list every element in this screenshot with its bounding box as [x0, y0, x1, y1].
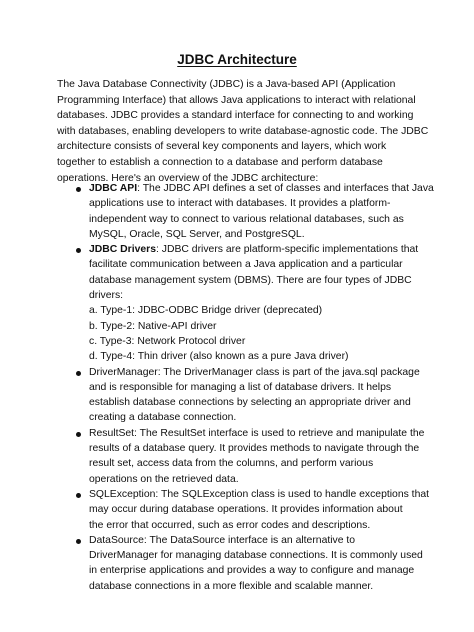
item-term: JDBC API	[89, 183, 138, 194]
item-line: establish database connections by selecting an appropriate driver and	[89, 397, 411, 409]
item-line: independent way to connect to various relational databases, such as	[89, 213, 404, 225]
item-line: operations on the retrieved data.	[89, 473, 239, 485]
intro-paragraph	[57, 77, 427, 186]
item-line: database connections in a more flexible and scalable manner.	[89, 580, 374, 592]
item-line: applications use to interact with databases. It provides a platform-	[89, 198, 391, 210]
item-first-line: DataSource: The DataSource interface is an alternative to	[89, 534, 356, 546]
item-line: result set, access data from the columns, and perform various	[89, 458, 374, 470]
bullet-icon	[76, 187, 81, 192]
item-text: : The JDBC API defines a set of classes and interfaces that Java	[137, 183, 434, 194]
item-first-line: ResultSet: The ResultSet interface is used to retrieve and manipulate the	[89, 427, 425, 439]
item-first-line	[89, 242, 437, 257]
driver-type-line: c. Type-3: Network Protocol driver	[89, 335, 246, 347]
list-item	[57, 181, 437, 242]
item-text: : JDBC drivers are platform-specific implementations that	[156, 244, 419, 256]
item-first-line: DriverManager: The DriverManager class is part of the java.sql package	[89, 366, 420, 378]
item-line: may occur during database operations. It provides information about	[89, 504, 403, 516]
intro-line: The Java Database Connectivity (JDBC) is a Java-based API (Application	[57, 79, 396, 90]
bullet-icon	[76, 539, 81, 544]
list-item	[57, 242, 437, 364]
item-line: creating a database connection.	[89, 412, 237, 424]
item-line: results of a database query. It provides methods to navigate through the	[89, 443, 420, 455]
driver-type-line: d. Type-4: Thin driver (also known as a pure Java driver)	[89, 351, 349, 363]
component-list	[57, 181, 437, 594]
page-title: JDBC Architecture	[177, 52, 297, 67]
item-line: facilitate communication between a Java application and a particular	[89, 259, 403, 271]
bullet-icon	[76, 493, 81, 498]
driver-type-line: a. Type-1: JDBC-ODBC Bridge driver (deprecated)	[89, 305, 323, 317]
bullet-icon	[76, 432, 81, 437]
intro-line: databases. JDBC provides a standard interface for connecting to and working	[57, 110, 414, 122]
intro-line: with databases, enabling developers to write database-agnostic code. The JDBC	[57, 125, 429, 137]
item-line: in enterprise applications and provides a way to configure and manage	[89, 565, 415, 577]
item-line: and is responsible for managing a list of database drivers. It helps	[89, 381, 392, 393]
intro-line: operations. Here's an overview of the JDBC architecture:	[57, 172, 319, 184]
intro-line: together to establish a connection to a database and perform database	[57, 156, 383, 168]
item-line: the error that occurred, such as error codes and descriptions.	[89, 519, 371, 531]
bullet-icon	[76, 248, 81, 253]
item-line: DriverManager for managing database connections. It is commonly used	[89, 550, 423, 562]
item-first-line	[89, 181, 437, 196]
item-first-line: SQLException: The SQLException class is used to handle exceptions that	[89, 488, 430, 500]
item-line: MySQL, Oracle, SQL Server, and PostgreSQL.	[89, 228, 305, 240]
list-item	[57, 533, 437, 594]
intro-line: architecture consists of several key components and layers, which work	[57, 141, 387, 153]
list-item	[57, 487, 437, 533]
driver-type-line: b. Type-2: Native-API driver	[89, 320, 217, 332]
intro-line: Programming Interface) that allows Java applications to interact with relational	[57, 94, 416, 106]
item-line: database management system (DBMS). There are four types of JDBC	[89, 274, 412, 286]
list-item	[57, 426, 437, 487]
item-line: drivers:	[89, 290, 124, 302]
item-term: JDBC Drivers	[89, 244, 156, 256]
bullet-icon	[76, 371, 81, 376]
list-item	[57, 365, 437, 426]
